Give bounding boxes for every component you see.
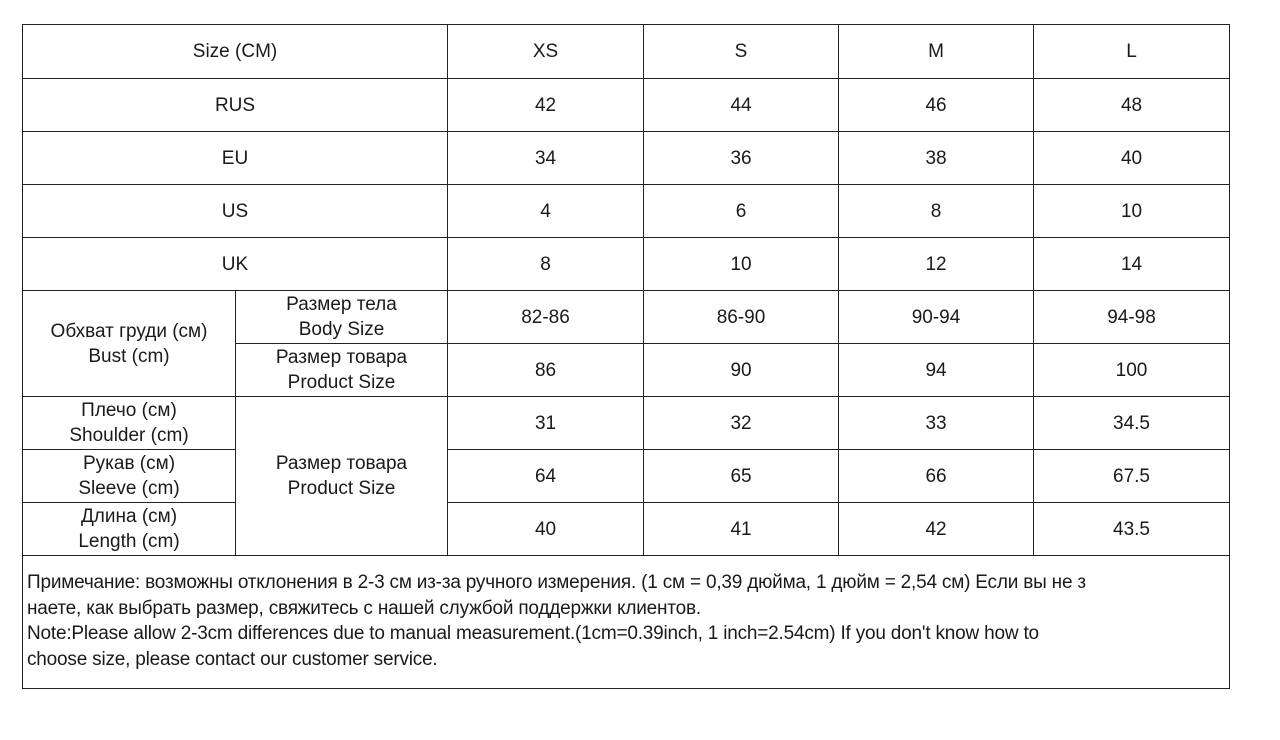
cell-length-s: 41 [644, 503, 839, 556]
cell-shoulder-m: 33 [839, 397, 1034, 450]
cell-us-l: 10 [1034, 185, 1230, 238]
size-header-m: M [839, 25, 1034, 79]
row-label-uk: UK [23, 238, 448, 291]
table-row-uk [23, 238, 1230, 291]
cell-length-l: 43.5 [1034, 503, 1230, 556]
cell-uk-l: 14 [1034, 238, 1230, 291]
row-label-eu: EU [23, 132, 448, 185]
cell-eu-m: 38 [839, 132, 1034, 185]
table-row-shoulder [23, 397, 1230, 450]
table-row-us [23, 185, 1230, 238]
length-label-ru: Длина (см) [80, 506, 178, 527]
cell-bust-product-l: 100 [1034, 344, 1230, 397]
cell-bust-product-xs: 86 [448, 344, 644, 397]
note-ru-line-2: наете, как выбрать размер, свяжитесь с нашей службой поддержки клиентов. [27, 597, 701, 619]
sub-label-product-size-group [236, 397, 448, 556]
cell-sleeve-l: 67.5 [1034, 450, 1230, 503]
sub-label-product-size [236, 344, 448, 397]
cell-rus-l: 48 [1034, 79, 1230, 132]
bust-label-ru: Обхват груди (см) [50, 320, 208, 342]
row-label-shoulder [23, 397, 236, 450]
row-label-length [23, 503, 236, 556]
table-row-bust-body [23, 291, 1230, 344]
note-cell [23, 556, 1230, 689]
cell-rus-m: 46 [839, 79, 1034, 132]
cell-bust-product-m: 94 [839, 344, 1034, 397]
cell-bust-body-s: 86-90 [644, 291, 839, 344]
size-header-xs: XS [448, 25, 644, 79]
cell-sleeve-s: 65 [644, 450, 839, 503]
cell-bust-body-l: 94-98 [1034, 291, 1230, 344]
cell-length-m: 42 [839, 503, 1034, 556]
row-label-rus: RUS [23, 79, 448, 132]
product-size-group-en: Product Size [287, 478, 396, 499]
product-size-en: Product Size [287, 372, 396, 393]
table-row-rus [23, 79, 1230, 132]
cell-us-s: 6 [644, 185, 839, 238]
bust-label-en: Bust (cm) [88, 345, 170, 367]
size-header-l: L [1034, 25, 1230, 79]
body-size-ru: Размер тела [286, 294, 397, 315]
cell-uk-xs: 8 [448, 238, 644, 291]
product-size-ru: Размер товара [275, 347, 408, 368]
sleeve-label-en: Sleeve (cm) [78, 478, 180, 499]
cell-length-xs: 40 [448, 503, 644, 556]
cell-shoulder-l: 34.5 [1034, 397, 1230, 450]
cell-uk-m: 12 [839, 238, 1034, 291]
cell-sleeve-xs: 64 [448, 450, 644, 503]
cell-us-m: 8 [839, 185, 1034, 238]
row-label-bust [23, 291, 236, 397]
sub-label-body-size [236, 291, 448, 344]
note-en-line-2: choose size, please contact our customer service. [27, 648, 438, 670]
cell-rus-s: 44 [644, 79, 839, 132]
shoulder-label-ru: Плечо (см) [81, 400, 177, 421]
row-label-sleeve [23, 450, 236, 503]
sleeve-label-ru: Рукав (см) [82, 453, 176, 474]
cell-shoulder-s: 32 [644, 397, 839, 450]
cell-eu-s: 36 [644, 132, 839, 185]
size-header-s: S [644, 25, 839, 79]
cell-eu-l: 40 [1034, 132, 1230, 185]
body-size-en: Body Size [298, 319, 385, 340]
length-label-en: Length (cm) [78, 531, 180, 552]
table-row-sleeve [23, 450, 1230, 503]
cell-bust-body-xs: 82-86 [448, 291, 644, 344]
cell-bust-body-m: 90-94 [839, 291, 1034, 344]
note-en-line-1: Note:Please allow 2-3cm differences due to manual measurement.(1cm=0.39inch, 1 inch=2.54cm) If you don't know how to [27, 623, 1039, 644]
cell-eu-xs: 34 [448, 132, 644, 185]
size-chart-table [22, 24, 1230, 689]
table-row-note [23, 556, 1230, 689]
cell-bust-product-s: 90 [644, 344, 839, 397]
size-header-label: Size (CM) [23, 25, 448, 79]
note-ru-line-1: Примечание: возможны отклонения в 2-3 см из-за ручного измерения. (1 см = 0,39 дюйма, 1 дюйм = 2,54 см) Если вы не з [27, 572, 1086, 593]
table-header-row [23, 25, 1230, 79]
row-label-us: US [23, 185, 448, 238]
table-row-eu [23, 132, 1230, 185]
cell-sleeve-m: 66 [839, 450, 1034, 503]
shoulder-label-en: Shoulder (cm) [69, 425, 189, 446]
product-size-group-ru: Размер товара [275, 453, 408, 474]
cell-rus-xs: 42 [448, 79, 644, 132]
cell-shoulder-xs: 31 [448, 397, 644, 450]
table-row-length [23, 503, 1230, 556]
cell-us-xs: 4 [448, 185, 644, 238]
cell-uk-s: 10 [644, 238, 839, 291]
